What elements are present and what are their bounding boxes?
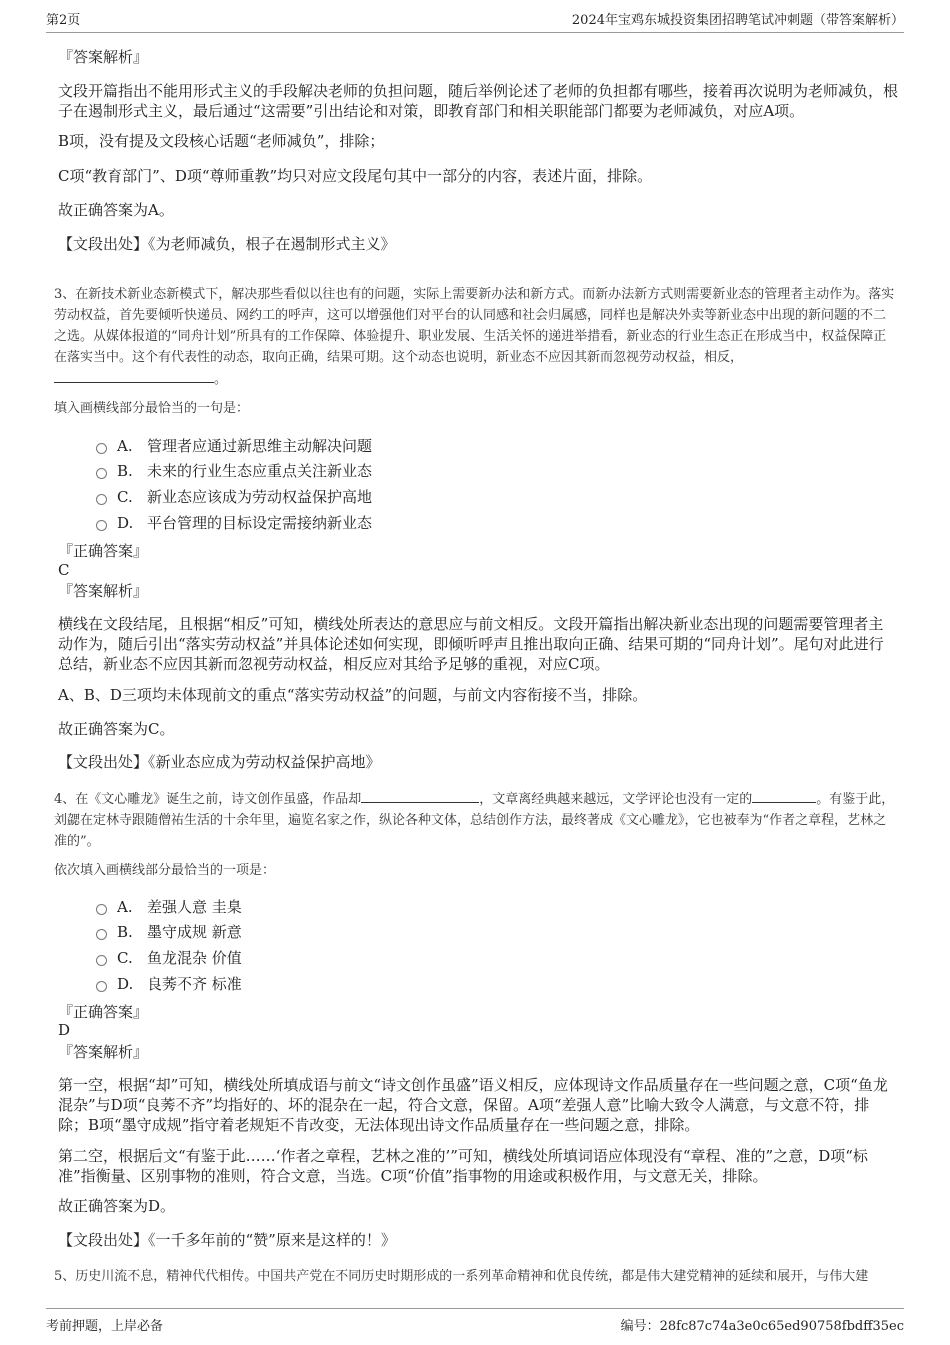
source-citation: 【文段出处】《为老师减负，根子在遏制形式主义》 xyxy=(58,235,396,253)
fill-blank xyxy=(361,788,479,803)
answer-label: 『正确答案』 xyxy=(58,542,149,560)
option-a[interactable]: A. 差强人意 圭臬 xyxy=(96,897,242,917)
page-footer xyxy=(46,1308,904,1339)
option-b[interactable]: B. 未来的行业生态应重点关注新业态 xyxy=(96,461,372,481)
question-stem: 5、历史川流不息，精神代代相传。中国共产党在不同历史时期形成的一系列革命精神和优良传统，都是伟大建党精神的延续和展开，与伟大建 xyxy=(54,1269,869,1284)
radio-icon[interactable] xyxy=(96,955,107,966)
radio-icon[interactable] xyxy=(96,929,107,940)
page-header xyxy=(46,10,904,33)
fill-blank xyxy=(752,788,816,803)
analysis-paragraph: 横线在文段结尾，且根据“相反”可知，横线处所表达的意思应与前文相反。文段开篇指出解决新业态出现的问题需要管理者主动作为，随后引出“落实劳动权益”并具体论述如何实现，即倾听呼声且推出取向正确、结果可期的“同舟计划”。尾句对此进行总结，新业态不应因其新而忽视劳动权益，相反应对其给予足够的重视，对应C项。 xyxy=(58,615,884,673)
analysis-paragraph: 第二空，根据后文“有鉴于此……‘作者之章程，艺林之准的’”可知，横线处所填词语应体现没有“章程、准的”之意，D项“标准”指衡量、区别事物的准则，符合文意，当选。C项“价值”指事物的用途或积极作用，与文意无关，排除。 xyxy=(58,1147,868,1185)
analysis-conclusion: 故正确答案为D。 xyxy=(58,1197,176,1215)
correct-answer: C xyxy=(58,561,70,579)
question-stem: 4、在《文心雕龙》诞生之前，诗文创作虽盛，作品却 ，文章离经典越来越远，文学评论也没有一定的 。有鉴于此，刘勰在定林寺跟随僧祐生活的十余年里，遍览名家之作，纵论各种文体，总结创作方法，最终著成《文心雕龙》，它也被奉为“作者之章程，艺林之准的”。 xyxy=(54,788,898,852)
analysis-conclusion: 故正确答案为A。 xyxy=(58,201,174,219)
question-prompt: 填入画横线部分最恰当的一句是： xyxy=(54,401,250,416)
source-citation: 【文段出处】《一千多年前的“赞”原来是这样的！》 xyxy=(58,1231,396,1249)
analysis-paragraph: 文段开篇指出不能用形式主义的手段解决老师的负担问题，随后举例论述了老师的负担都有哪些，接着再次说明为老师减负，根子在遏制形式主义，最后通过“这需要”引出结论和对策，即教育部门和相关职能部门都要为老师减负，对应A项。 xyxy=(58,82,899,120)
analysis-paragraph: A、B、D三项均未体现前文的重点“落实劳动权益”的问题，与前文内容衔接不当，排除。 xyxy=(58,686,648,704)
question-prompt: 依次填入画横线部分最恰当的一项是： xyxy=(54,863,276,878)
analysis-conclusion: 故正确答案为C。 xyxy=(58,720,175,738)
page-number: 第2页 xyxy=(46,13,81,28)
option-c[interactable]: C. 鱼龙混杂 价值 xyxy=(96,948,242,968)
option-d[interactable]: D. 平台管理的目标设定需接纳新业态 xyxy=(96,513,372,533)
radio-icon[interactable] xyxy=(96,520,107,531)
document-id: 编号：28fc87c74a3e0c65ed90758fbdff35ec xyxy=(620,1318,904,1334)
radio-icon[interactable] xyxy=(96,494,107,505)
fill-blank xyxy=(54,368,214,383)
option-a[interactable]: A. 管理者应通过新思维主动解决问题 xyxy=(96,436,372,456)
analysis-paragraph: C项“教育部门”、D项“尊师重教”均只对应文段尾句其中一部分的内容，表述片面，排除。 xyxy=(58,167,653,185)
analysis-label: 『答案解析』 xyxy=(58,582,149,600)
radio-icon[interactable] xyxy=(96,981,107,992)
analysis-paragraph: B项，没有提及文段核心话题“老师减负”，排除； xyxy=(58,132,385,150)
document-title: 2024年宝鸡东城投资集团招聘笔试冲刺题（带答案解析） xyxy=(571,13,904,28)
footer-slogan: 考前押题，上岸必备 xyxy=(46,1318,164,1334)
source-citation: 【文段出处】《新业态应成为劳动权益保护高地》 xyxy=(58,753,381,771)
radio-icon[interactable] xyxy=(96,443,107,454)
answer-label: 『正确答案』 xyxy=(58,1003,149,1021)
question-stem: 3、在新技术新业态新模式下，解决那些看似以往也有的问题，实际上需要新办法和新方式。而新办法新方式则需要新业态的管理者主动作为。落实劳动权益，首先要倾听快递员、网约工的呼声，这可以增强他们对平台的认同感和社会归属感，同样也是解决外卖等新业态中出现的新问题的不二之选。从媒体报道的“同舟计划”所具有的工作保障、体验提升、职业发展、生活关怀的递进举措看，新业态的行业生态正在形成当中，权益保障正在落实当中。这个有代表性的动态，取向正确，结果可期。这个动态也说明，新业态不应因其新而忽视劳动权益，相反，。 xyxy=(54,287,895,387)
question-text: 3、在新技术新业态新模式下，解决那些看似以往也有的问题，实际上需要新办法和新方式。而新办法新方式则需要新业态的管理者主动作为。落实劳动权益，首先要倾听快递员、网约工的呼声，这可以增强他们对平台的认同感和社会归属感，同样也是解决外卖等新业态中出现的新问题的不二之选。从媒体报道的“同舟计划”所具有的工作保障、体验提升、职业发展、生活关怀的递进举措看，新业态的行业生态正在形成当中，权益保障正在落实当中。这个有代表性的动态，取向正确，结果可期。这个动态也说明，新业态不应因其新而忽视劳动权益，相反， xyxy=(54,287,895,365)
correct-answer: D xyxy=(58,1021,71,1039)
analysis-label: 『答案解析』 xyxy=(58,48,149,66)
option-c[interactable]: C. 新业态应该成为劳动权益保护高地 xyxy=(96,487,372,507)
radio-icon[interactable] xyxy=(96,904,107,915)
analysis-label: 『答案解析』 xyxy=(58,1043,149,1061)
option-d[interactable]: D. 良莠不齐 标准 xyxy=(96,974,242,994)
radio-icon[interactable] xyxy=(96,468,107,479)
option-b[interactable]: B. 墨守成规 新意 xyxy=(96,922,242,942)
analysis-paragraph: 第一空，根据“却”可知，横线处所填成语与前文“诗文创作虽盛”语义相反，应体现诗文作品质量存在一些问题之意，C项“鱼龙混杂”与D项“良莠不齐”均指好的、坏的混杂在一起，符合文意，保留。A项“差强人意”比喻大致令人满意，与文意不符，排除；B项“墨守成规”指守着老规矩不肯改变，无法体现出诗文作品质量存在一些问题之意，排除。 xyxy=(58,1076,888,1134)
